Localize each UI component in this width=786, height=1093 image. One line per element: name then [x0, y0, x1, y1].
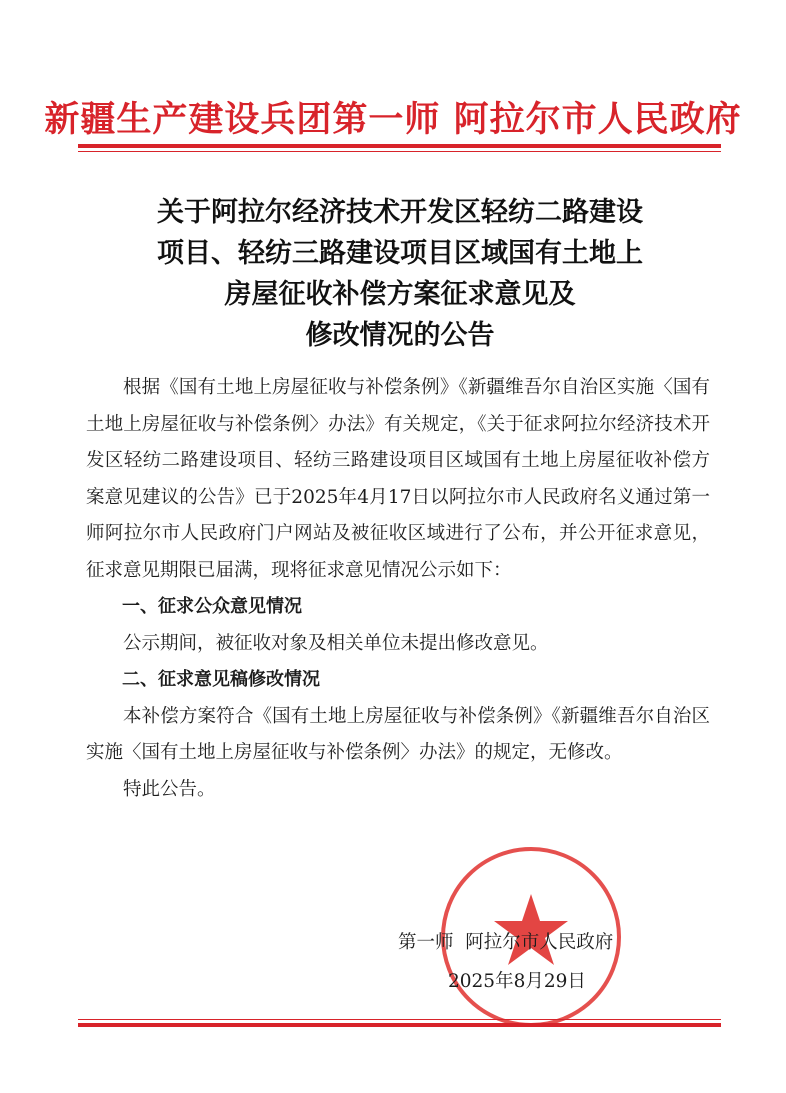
closing-paragraph: 特此公告。	[123, 778, 216, 800]
header-divider-thin	[78, 151, 721, 152]
document-title	[60, 192, 740, 356]
signature-date: 2025年8月29日	[448, 971, 586, 992]
signature-organization: 第一师 阿拉尔市人民政府	[398, 932, 614, 953]
footer-divider-thin	[78, 1019, 721, 1020]
section-2-paragraph: 本补偿方案符合《国有土地上房屋征收与补偿条例》《新疆维吾尔自治区实施〈国有土地上房屋征收与补偿条例〉办法》的规定，无修改。	[86, 705, 710, 763]
header-divider-thick	[78, 144, 721, 148]
intro-paragraph: 根据《国有土地上房屋征收与补偿条例》《新疆维吾尔自治区实施〈国有土地上房屋征收与补偿条例〉办法》有关规定，《关于征求阿拉尔经济技术开发区轻纺二路建设项目、轻纺三路建设项目区域国有土地上房屋征收补偿方案意见建议的公告》已于2025年4月17日以阿拉尔市人民政府名义通过第一师阿拉尔市人民政府门户网站及被征收区域进行了公布，并公开征求意见，征求意见期限已届满，现将征求意见情况公示如下：	[86, 377, 710, 581]
title-line-2: 项目、轻纺三路建设项目区域国有土地上	[157, 238, 643, 269]
title-line-4: 修改情况的公告	[305, 320, 495, 351]
issuer-header: 新疆生产建设兵团第一师 阿拉尔市人民政府	[44, 100, 742, 140]
section-2-heading: 二、征求意见稿修改情况	[122, 669, 320, 690]
title-line-3: 房屋征收补偿方案征求意见及	[224, 279, 576, 310]
document-body	[86, 370, 710, 808]
section-1-paragraph: 公示期间，被征收对象及相关单位未提出修改意见。	[123, 632, 549, 654]
footer-divider-thick	[78, 1023, 721, 1027]
title-line-1: 关于阿拉尔经济技术开发区轻纺二路建设	[157, 197, 643, 228]
section-1-heading: 一、征求公众意见情况	[122, 596, 302, 617]
